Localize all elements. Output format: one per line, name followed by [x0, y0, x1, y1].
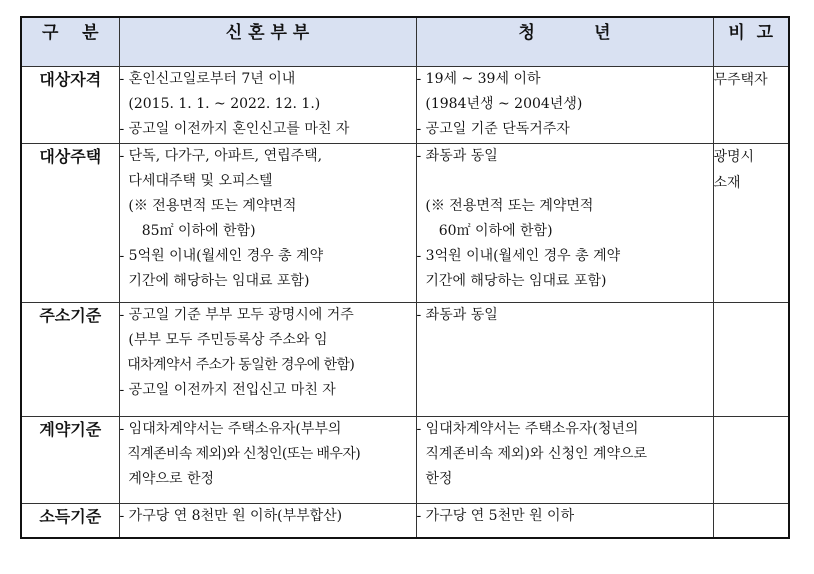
cell-line: - 공고일 기준 단독거주자	[416, 121, 570, 137]
cell-line: - 가구당 연 8천만 원 이하(부부합산)	[119, 508, 343, 524]
cell-line: - 좌동과 동일	[416, 307, 498, 323]
remarks-cell	[713, 417, 789, 504]
newlyweds-cell	[119, 144, 416, 303]
cell-line: - 19세 ~ 39세 이하	[416, 71, 541, 87]
cell-line: 무주택자	[713, 72, 768, 88]
youth-cell	[416, 144, 713, 303]
cell-line: 광명시	[713, 149, 755, 165]
cell-line: - 공고일 이전까지 혼인신고를 마친 자	[119, 121, 350, 137]
header-youth: 청 년	[416, 17, 713, 67]
row-label: 계약기준	[21, 417, 119, 504]
cell-line: 직계존비속 제외)와 신청인(또는 배우자)	[119, 446, 361, 462]
cell-line: - 5억원 이내(월세인 경우 총 계약	[119, 248, 324, 264]
header-category: 구 분	[21, 17, 119, 67]
cell-line: 직계존비속 제외)와 신청인 계약으로	[416, 446, 648, 462]
row-label: 대상주택	[21, 144, 119, 303]
cell-line: (부부 모두 주민등록상 주소와 임	[119, 332, 328, 348]
cell-line: - 단독, 다가구, 아파트, 연립주택,	[119, 148, 323, 164]
table-row	[21, 303, 789, 417]
row-label: 대상자격	[21, 67, 119, 144]
remarks-cell	[713, 144, 789, 303]
cell-line: 기간에 해당하는 임대료 포함)	[119, 273, 310, 289]
cell-line: - 가구당 연 5천만 원 이하	[416, 508, 575, 524]
youth-cell	[416, 67, 713, 144]
remarks-cell	[713, 303, 789, 417]
cell-line: 기간에 해당하는 임대료 포함)	[416, 273, 607, 289]
youth-cell	[416, 504, 713, 538]
row-label: 주소기준	[21, 303, 119, 417]
cell-line: - 혼인신고일로부터 7년 이내	[119, 71, 296, 87]
newlyweds-cell	[119, 67, 416, 144]
cell-line: - 임대차계약서는 주택소유자(청년의	[416, 421, 639, 437]
cell-line: 소재	[713, 175, 741, 191]
youth-cell	[416, 417, 713, 504]
table-row	[21, 417, 789, 504]
newlyweds-cell	[119, 417, 416, 504]
cell-line	[417, 169, 713, 194]
newlyweds-cell	[119, 303, 416, 417]
row-label: 소득기준	[21, 504, 119, 538]
cell-line: - 3억원 이내(월세인 경우 총 계약	[416, 248, 621, 264]
newlyweds-cell	[119, 504, 416, 538]
cell-line: (※ 전용면적 또는 계약면적	[416, 198, 594, 214]
cell-line: 계약으로 한정	[119, 471, 214, 487]
cell-line: (※ 전용면적 또는 계약면적	[119, 198, 297, 214]
remarks-cell	[713, 504, 789, 538]
youth-cell	[416, 303, 713, 417]
cell-line: - 공고일 이전까지 전입신고 마친 자	[119, 382, 336, 398]
table-row	[21, 67, 789, 144]
cell-line: (1984년생 ~ 2004년생)	[416, 96, 583, 112]
header-remarks: 비 고	[713, 17, 789, 67]
cell-line: (2015. 1. 1. ~ 2022. 12. 1.)	[119, 96, 321, 112]
header-row	[21, 17, 789, 67]
cell-line: 60㎡ 이하에 한함)	[416, 223, 553, 239]
cell-line: 85㎡ 이하에 한함)	[119, 223, 256, 239]
table-row	[21, 504, 789, 538]
cell-line: 대차계약서 주소가 동일한 경우에 한함)	[119, 357, 355, 373]
cell-line: - 공고일 기준 부부 모두 광명시에 거주	[119, 307, 354, 323]
cell-line: 한정	[416, 471, 453, 487]
header-newlyweds: 신 혼 부 부	[119, 17, 416, 67]
cell-line: - 임대차계약서는 주택소유자(부부의	[119, 421, 342, 437]
remarks-cell	[713, 67, 789, 144]
cell-line: - 좌동과 동일	[416, 148, 498, 164]
eligibility-table	[20, 16, 790, 539]
table-row	[21, 144, 789, 303]
cell-line: 다세대주택 및 오피스텔	[119, 173, 273, 189]
